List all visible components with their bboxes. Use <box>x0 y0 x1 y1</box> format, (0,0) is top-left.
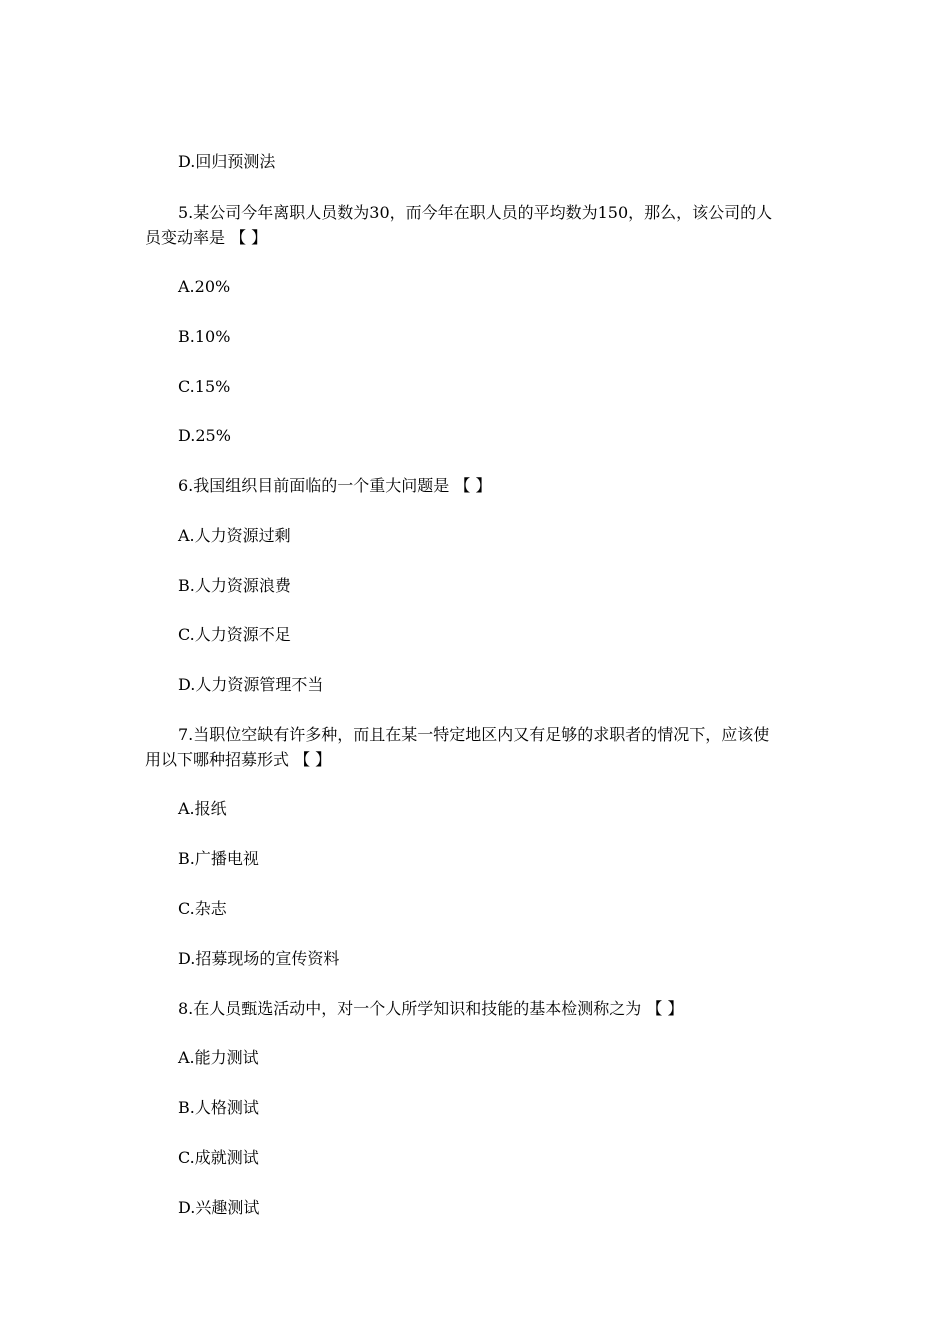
q7-option-c: C.杂志 <box>178 899 227 918</box>
q7-stem-line2: 用以下哪种招募形式 【 】 <box>145 750 332 769</box>
q5-option-d: D.25% <box>178 426 231 445</box>
q5-stem-line2: 员变动率是 【 】 <box>145 228 268 247</box>
q5-option-b: B.10% <box>178 327 231 346</box>
q4-option-d: D.回归预测法 <box>178 152 276 171</box>
q7-option-d: D.招募现场的宣传资料 <box>178 949 340 968</box>
q7-option-a: A.报纸 <box>178 799 227 818</box>
q8-stem: 8.在人员甄选活动中，对一个人所学知识和技能的基本检测称之为 【 】 <box>178 999 684 1018</box>
q6-option-c: C.人力资源不足 <box>178 625 291 644</box>
q6-option-a: A.人力资源过剩 <box>178 526 291 545</box>
q5-option-a: A.20% <box>178 277 231 296</box>
q6-option-b: B.人力资源浪费 <box>178 576 291 595</box>
q8-option-a: A.能力测试 <box>178 1048 259 1067</box>
q6-option-d: D.人力资源管理不当 <box>178 675 324 694</box>
q8-option-b: B.人格测试 <box>178 1098 259 1117</box>
q6-stem: 6.我国组织目前面临的一个重大问题是 【 】 <box>178 476 492 495</box>
q8-option-d: D.兴趣测试 <box>178 1198 260 1217</box>
q5-option-c: C.15% <box>178 377 231 396</box>
q8-option-c: C.成就测试 <box>178 1148 259 1167</box>
q5-stem-line1: 5.某公司今年离职人员数为30，而今年在职人员的平均数为150，那么，该公司的人 <box>178 203 773 222</box>
q7-stem-line1: 7.当职位空缺有许多种，而且在某一特定地区内又有足够的求职者的情况下，应该使 <box>178 725 770 744</box>
q7-option-b: B.广播电视 <box>178 849 259 868</box>
